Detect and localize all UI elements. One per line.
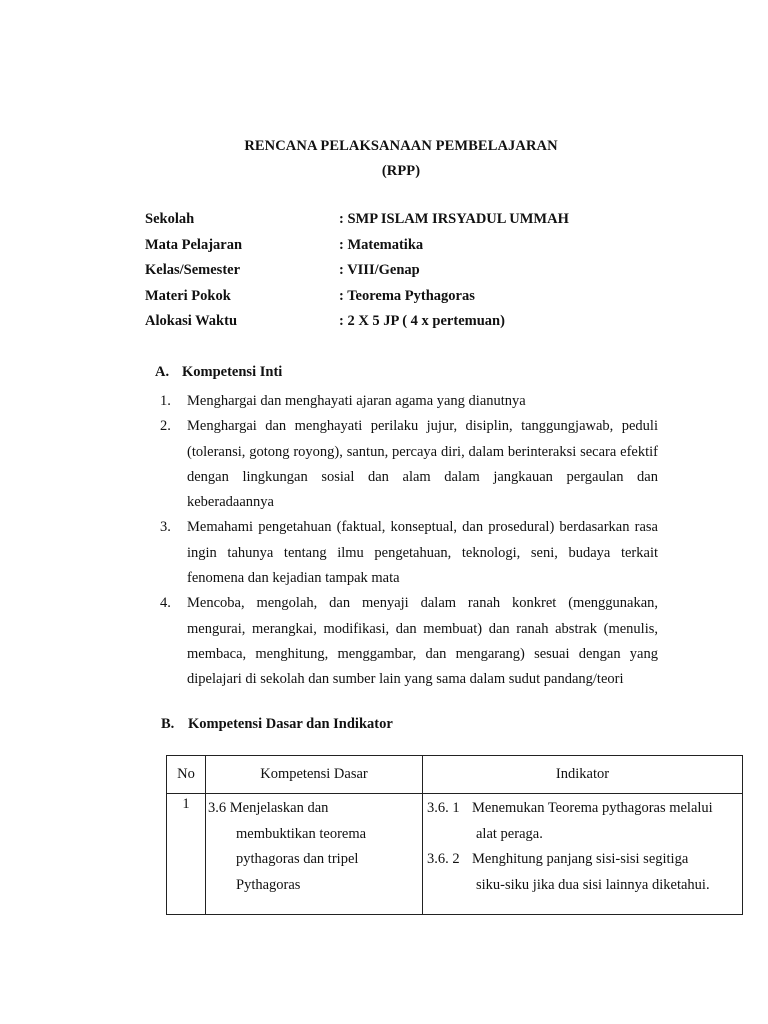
document-subtitle: (RPP)	[381, 163, 421, 179]
indikator-code: 3.6. 1	[427, 800, 460, 816]
indikator-item	[427, 847, 740, 873]
info-value: : VIII/Genap	[339, 262, 420, 278]
indikator-text: Menghitung panjang sisi-sisi segitiga	[472, 851, 689, 867]
list-number: 1.	[160, 393, 171, 409]
column-header-kompetensi-dasar: Kompetensi Dasar	[206, 756, 423, 794]
list-text: Memahami pengetahuan (faktual, konseptual, dan prosedural) berdasarkan rasa ingin tahunya tentang ilmu pengetahuan, teknologi, seni, budaya terkait fenomena dan kejadian tampak mata	[187, 519, 658, 587]
kd-text-line: 3.6 Menjelaskan dan	[208, 800, 329, 816]
list-text: Mencoba, mengolah, dan menyaji dalam ranah konkret (menggunakan, mengurai, merangkai, modifikasi, dan membuat) dan ranah abstrak (menulis, membaca, menghitung, menggambar, dan mengarang) sesuai dengan yang dipelajari di sekolah dan sumber lain yang sama dalam sudut pandang/teori	[187, 595, 658, 688]
list-text: Menghargai dan menghayati ajaran agama yang dianutnya	[187, 393, 526, 409]
section-title: Kompetensi Inti	[182, 364, 283, 380]
indikator-text-continued: siku-siku jika dua sisi lainnya diketahui.	[476, 876, 710, 893]
info-label: Mata Pelajaran	[145, 236, 243, 253]
cell-no: 1	[167, 794, 206, 915]
indikator-code: 3.6. 2	[427, 851, 460, 867]
kompetensi-inti-list	[160, 389, 658, 693]
cell-kompetensi-dasar	[206, 794, 423, 915]
kd-text-line: Pythagoras	[236, 876, 301, 893]
column-header-no: No	[167, 756, 206, 794]
indikator-text: Menemukan Teorema pythagoras melalui	[472, 800, 713, 816]
kd-text-line: pythagoras dan tripel	[236, 851, 359, 867]
info-value: : Teorema Pythagoras	[339, 287, 475, 304]
section-heading-kompetensi-inti	[155, 364, 282, 381]
cell-indikator	[423, 794, 743, 915]
info-label: Kelas/Semester	[145, 262, 241, 278]
info-value: : Matematika	[339, 236, 424, 253]
info-value: : 2 X 5 JP ( 4 x pertemuan)	[339, 313, 505, 329]
section-title: Kompetensi Dasar dan Indikator	[188, 716, 393, 732]
list-item	[160, 414, 658, 515]
info-label: Alokasi Waktu	[145, 313, 238, 329]
column-header-indikator: Indikator	[423, 756, 743, 794]
indikator-text-continued: alat peraga.	[476, 825, 543, 842]
kd-text-line: membuktikan teorema	[236, 825, 367, 842]
list-item	[160, 389, 658, 414]
kompetensi-dasar-table	[166, 755, 743, 915]
document-title: RENCANA PELAKSANAAN PEMBELAJARAN	[244, 138, 558, 154]
section-heading-kompetensi-dasar	[161, 716, 393, 733]
indikator-item	[427, 796, 740, 822]
list-item	[160, 515, 658, 591]
table-row	[167, 794, 743, 915]
section-marker: A.	[155, 364, 170, 380]
info-label: Sekolah	[145, 211, 195, 227]
list-text: Menghargai dan menghayati perilaku jujur, disiplin, tanggungjawab, peduli (toleransi, gotong royong), santun, percaya diri, dalam berinteraksi secara efektif dengan lingkungan sosial dan alam dalam jangkauan pergaulan dan keberadaannya	[187, 418, 658, 511]
table-header-row	[167, 756, 743, 794]
list-item	[160, 591, 658, 692]
list-number: 4.	[160, 595, 171, 612]
info-label: Materi Pokok	[145, 287, 231, 304]
list-number: 2.	[160, 418, 171, 435]
list-number: 3.	[160, 519, 171, 536]
info-value: : SMP ISLAM IRSYADUL UMMAH	[339, 211, 569, 227]
section-marker: B.	[161, 716, 175, 732]
